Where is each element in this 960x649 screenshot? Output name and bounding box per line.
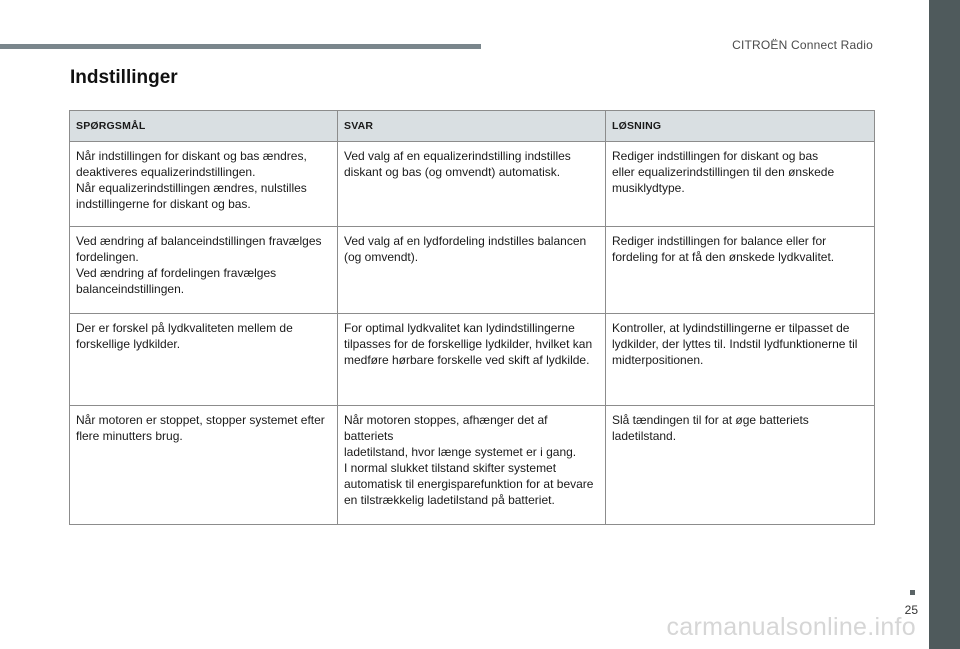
cell-line: fordeling for at få den ønskede lydkvalitet.	[612, 250, 835, 264]
cell-line: I normal slukket tilstand skifter systemet	[344, 461, 557, 475]
cell-line: Ved valg af en lydfordeling indstilles balancen	[344, 234, 587, 248]
cell-line: Ved valg af en equalizerindstilling indstilles	[344, 149, 571, 163]
table-row	[70, 406, 875, 525]
answer-cell	[338, 227, 606, 314]
question-cell	[70, 142, 338, 227]
cell-line: Når motoren er stoppet, stopper systemet efter	[76, 413, 325, 427]
cell-line: forskellige lydkilder.	[76, 337, 181, 351]
column-header-answer: SVAR	[338, 111, 606, 142]
cell-line: For optimal lydkvalitet kan lydindstillingerne	[344, 321, 575, 335]
cell-line: Når equalizerindstillingen ændres, nulstilles	[76, 181, 307, 195]
cell-line: Ved ændring af fordelingen fravælges	[76, 266, 277, 280]
cell-line: Rediger indstillingen for diskant og bas	[612, 149, 819, 163]
header-rule	[0, 44, 481, 49]
table-row	[70, 142, 875, 227]
cell-line: Der er forskel på lydkvaliteten mellem de	[76, 321, 293, 335]
answer-cell	[338, 406, 606, 525]
cell-line: (og omvendt).	[344, 250, 419, 264]
cell-line: Når indstillingen for diskant og bas ændres,	[76, 149, 307, 163]
section-marker	[910, 590, 915, 595]
cell-line: ladetilstand, hvor længe systemet er i gang.	[344, 445, 577, 459]
cell-line: Når motoren stoppes, afhænger det af batteriets	[344, 413, 548, 443]
watermark: carmanualsonline.info	[666, 613, 916, 641]
question-cell	[70, 314, 338, 406]
column-header-question: SPØRGSMÅL	[70, 111, 338, 142]
table-row	[70, 314, 875, 406]
cell-line: tilpasses for de forskellige lydkilder, hvilket kan	[344, 337, 593, 351]
table-row	[70, 227, 875, 314]
cell-line: indstillingerne for diskant og bas.	[76, 197, 251, 211]
brand-label: CITROËN Connect Radio	[732, 38, 873, 52]
table-header-row	[70, 111, 875, 142]
cell-line: diskant og bas (og omvendt) automatisk.	[344, 165, 561, 179]
cell-line: eller equalizerindstillingen til den ønskede	[612, 165, 835, 179]
page-title: Indstillinger	[70, 67, 178, 88]
solution-cell	[606, 314, 875, 406]
answer-cell	[338, 314, 606, 406]
solution-cell	[606, 406, 875, 525]
cell-line: flere minutters brug.	[76, 429, 183, 443]
cell-line: medføre hørbare forskelle ved skift af lydkilde.	[344, 353, 590, 367]
cell-line: balanceindstillingen.	[76, 282, 185, 296]
cell-line: Ved ændring af balanceindstillingen fravælges	[76, 234, 322, 248]
cell-line: ladetilstand.	[612, 429, 677, 443]
answer-cell	[338, 142, 606, 227]
cell-line: Kontroller, at lydindstillingerne er tilpasset de	[612, 321, 850, 335]
cell-line: Slå tændingen til for at øge batteriets	[612, 413, 809, 427]
column-header-solution: LØSNING	[606, 111, 875, 142]
solution-cell	[606, 227, 875, 314]
page-number: 25	[904, 603, 918, 617]
cell-line: musiklydtype.	[612, 181, 685, 195]
cell-line: Rediger indstillingen for balance eller for	[612, 234, 827, 248]
solution-cell	[606, 142, 875, 227]
cell-line: en tilstrækkelig ladetilstand på batteriet.	[344, 493, 555, 507]
cell-line: midterpositionen.	[612, 353, 704, 367]
cell-line: automatisk til energisparefunktion for at bevare	[344, 477, 594, 491]
faq-table	[69, 110, 875, 525]
cell-line: fordelingen.	[76, 250, 139, 264]
cell-line: lydkilder, der lyttes til. Indstil lydfunktionerne til	[612, 337, 858, 351]
side-bar	[929, 0, 960, 649]
question-cell	[70, 227, 338, 314]
cell-line: deaktiveres equalizerindstillingen.	[76, 165, 256, 179]
question-cell	[70, 406, 338, 525]
